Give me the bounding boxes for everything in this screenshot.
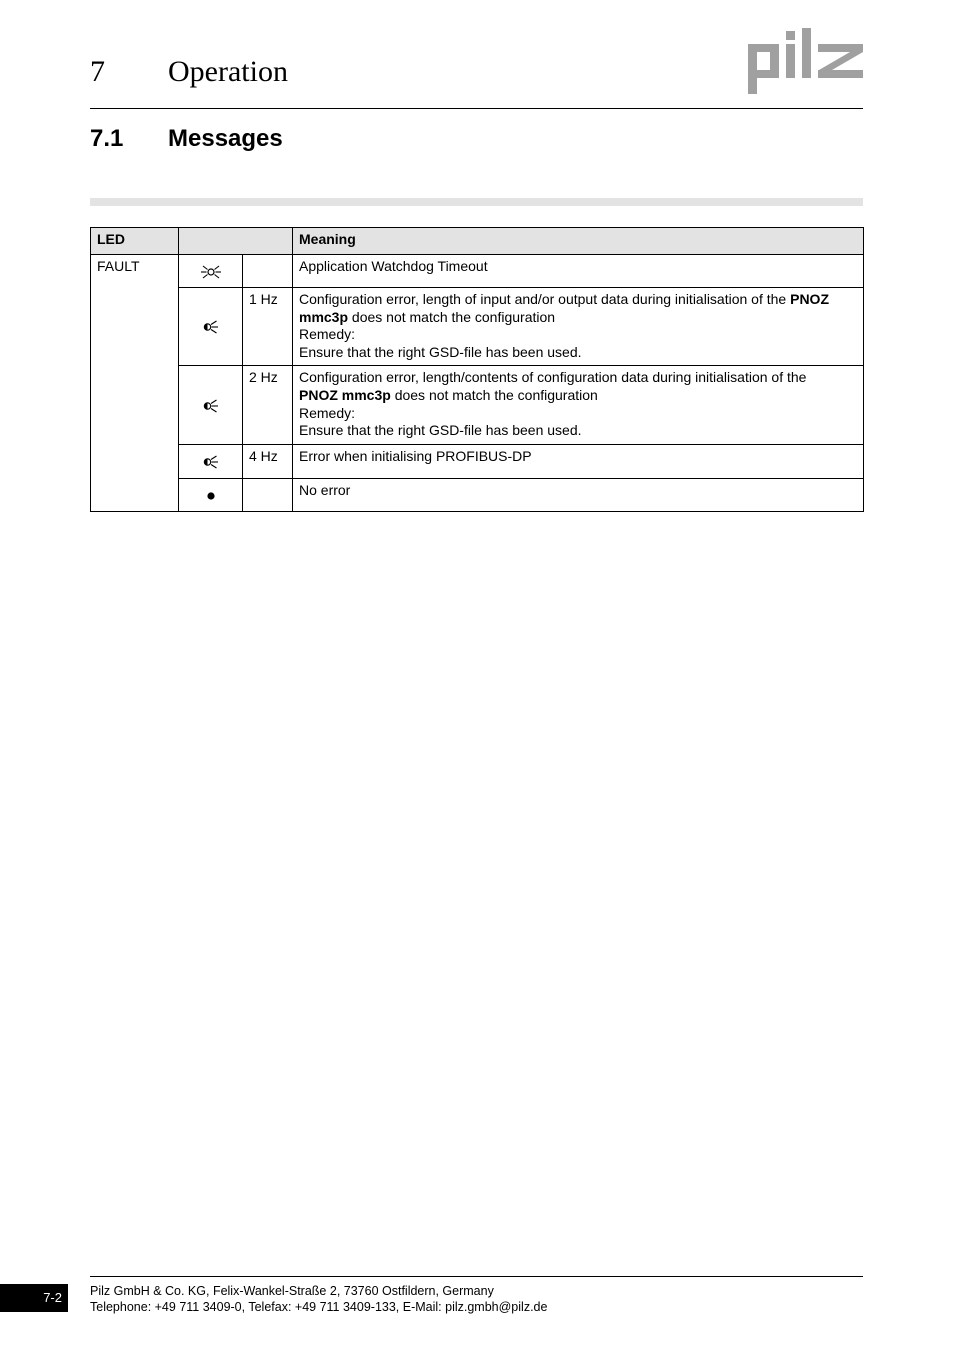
state-cell bbox=[179, 445, 243, 479]
table-header-row bbox=[91, 228, 864, 255]
led-flashing-icon bbox=[203, 455, 219, 469]
header-rule bbox=[90, 108, 863, 109]
section-heading bbox=[90, 122, 283, 156]
header-led: LED bbox=[91, 228, 179, 255]
led-flashing-icon bbox=[203, 320, 219, 334]
led-flashing-icon bbox=[203, 399, 219, 413]
frequency-cell bbox=[243, 255, 293, 288]
meaning-cell: Configuration error, length/contents of configuration data during initialisation of the PNOZ mmc3p does not match the configuration Remedy: Ensure that the right GSD-file has been used. bbox=[293, 366, 864, 445]
address-line: Pilz GmbH & Co. KG, Felix-Wankel-Straße 2, 73760 Ostfildern, Germany bbox=[90, 1284, 494, 1298]
state-cell bbox=[179, 255, 243, 288]
page-number: 7-2 bbox=[0, 1284, 68, 1312]
frequency-cell: 2 Hz bbox=[243, 366, 293, 445]
chapter-title: Operation bbox=[168, 55, 288, 88]
state-cell bbox=[179, 366, 243, 445]
product-name: PNOZ mmc3p bbox=[299, 386, 391, 403]
table-row bbox=[91, 288, 864, 366]
state-cell bbox=[179, 288, 243, 366]
pilz-logo bbox=[748, 28, 866, 94]
messages-table bbox=[90, 227, 864, 512]
meaning-cell: Error when initialising PROFIBUS-DP bbox=[293, 445, 864, 479]
chapter-heading bbox=[90, 52, 288, 92]
table-row bbox=[91, 366, 864, 445]
footer-rule bbox=[90, 1276, 863, 1277]
product-name: PNOZ mmc3p bbox=[299, 291, 829, 325]
meaning-cell: No error bbox=[293, 479, 864, 512]
meaning-cell: Application Watchdog Timeout bbox=[293, 255, 864, 288]
table-row bbox=[91, 445, 864, 479]
frequency-cell: 1 Hz bbox=[243, 288, 293, 366]
table-row bbox=[91, 255, 864, 288]
frequency-cell bbox=[243, 479, 293, 512]
section-divider-bar bbox=[90, 198, 863, 206]
meaning-cell: Configuration error, length of input and/or output data during initialisation of the PNOZ mmc3p does not match the configuration Remedy: Ensure that the right GSD-file has been used. bbox=[293, 288, 864, 366]
section-number: 7.1 bbox=[90, 125, 124, 152]
section-title: Messages bbox=[168, 125, 283, 152]
chapter-number: 7 bbox=[90, 55, 105, 88]
header-state bbox=[179, 228, 293, 255]
frequency-cell: 4 Hz bbox=[243, 445, 293, 479]
led-on-icon bbox=[200, 265, 222, 279]
led-name-cell: FAULT bbox=[91, 255, 179, 512]
state-cell bbox=[179, 479, 243, 512]
header-meaning: Meaning bbox=[293, 228, 864, 255]
led-off-icon bbox=[206, 491, 216, 501]
table-row bbox=[91, 479, 864, 512]
contact-line: Telephone: +49 711 3409-0, Telefax: +49 711 3409-133, E-Mail: pilz.gmbh@pilz.de bbox=[90, 1300, 548, 1314]
footer-address bbox=[90, 1283, 547, 1315]
